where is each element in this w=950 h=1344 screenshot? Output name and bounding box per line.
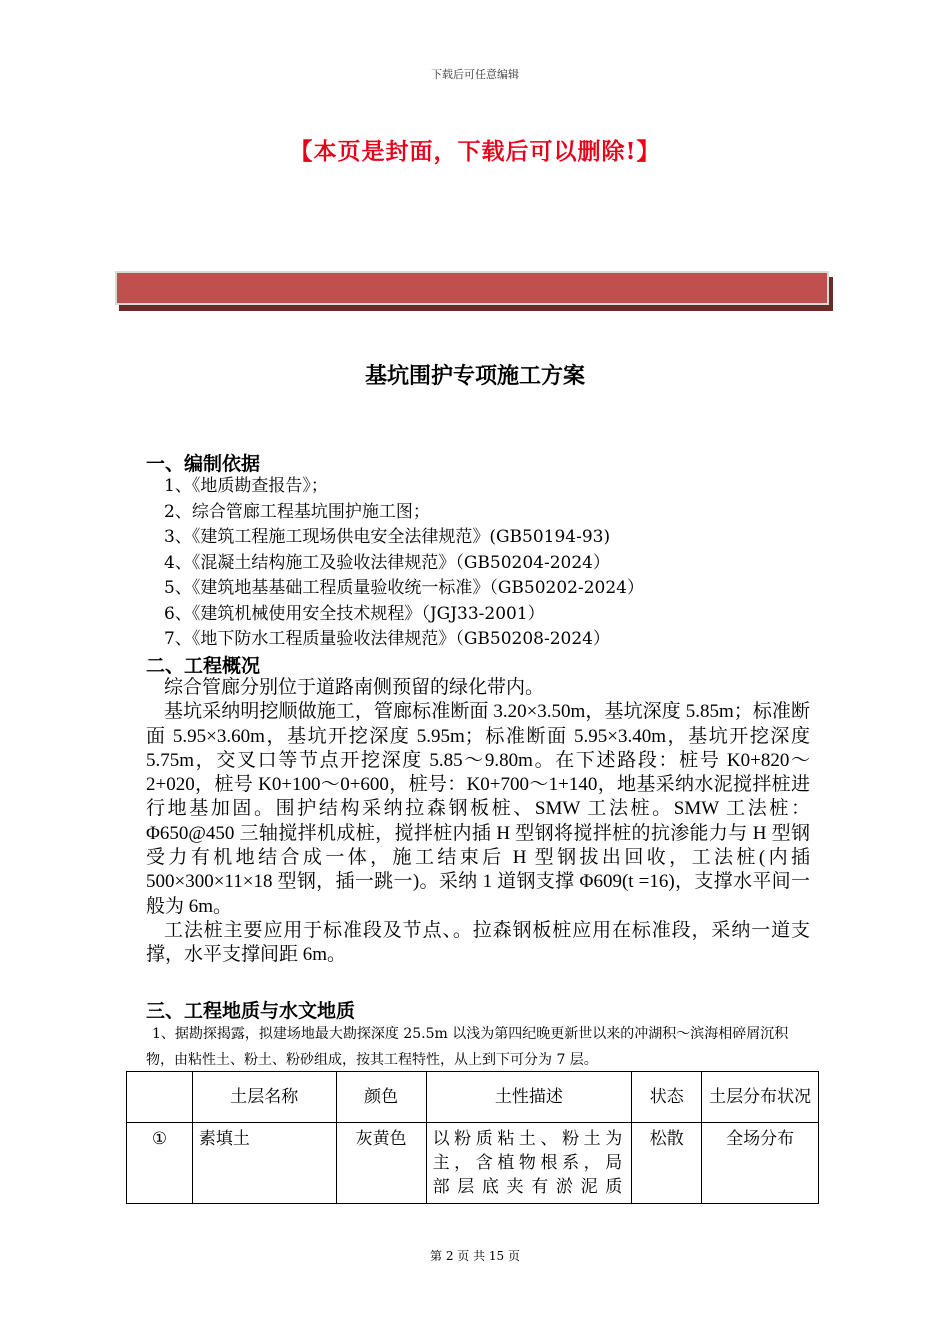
section-heading-basis: 一、编制依据 [146,453,261,475]
reference-item: 2、综合管廊工程基坑围护施工图； [164,501,430,522]
page-header: 下载后可任意编辑 [431,68,519,81]
table-header-row [127,1072,819,1123]
table-header-cell: 状态 [632,1072,702,1123]
overview-paragraph: 综合管廊分别位于道路南侧预留的绿化带内。 [164,677,545,698]
table-cell-color: 灰黄色 [336,1123,426,1204]
table-cell-layer-no: ① [127,1123,193,1204]
reference-list [164,474,644,653]
soil-layer-table [126,1071,819,1204]
table-header-cell [127,1072,193,1123]
geology-body [146,1021,810,1073]
table-header-cell: 颜色 [336,1072,426,1123]
table-header-cell: 土层分布状况 [702,1072,819,1123]
table-cell-distribution: 全场分布 [702,1123,819,1204]
cover-note: 【本页是封面，下载后可以删除!】 [289,138,661,165]
geology-paragraph: 1、据勘探揭露，拟建场地最大勘探深度 25.5m 以浅为第四纪晚更新世以来的冲湖积～滨海相碎屑沉积物，由粘性土、粉土、粉砂组成，按其工程特性，从上到下可分为 7 层。 [146,1026,789,1068]
reference-item: 6、《建筑机械使用安全技术规程》（JGJ33-2001） [164,603,545,624]
section-heading-overview: 二、工程概况 [146,655,261,677]
title-band [115,271,833,311]
table-cell-name: 素填土 [192,1123,336,1204]
table-cell-state: 松散 [632,1123,702,1204]
overview-paragraph: 基坑采纳明挖顺做施工，管廊标准断面 3.20×3.50m，基坑深度 5.85m；标准断面 5.95×3.60m，基坑开挖深度 5.95m；标准断面 5.95×3.40m，基坑开挖深度 5.75m，交叉口等节点开挖深度 5.85～9.80m。在下述路段：桩号 K0+820～2+020，桩号 K0+100～0+600，桩号：K0+700～1+140，地基采纳水泥搅拌桩进行地基加固。围护结构采纳拉森钢板桩、SMW 工法桩。SMW 工法桩：Φ650@450 三轴搅拌机成桩，搅拌桩内插 H 型钢将搅拌桩的抗渗能力与 H 型钢受力有机地结合成一体，施工结束后 H 型钢拔出回收，工法桩(内插 500×300×11×18 型钢，插一跳一)。采纳 1 道钢支撑 Φ609(t =16)，支撑水平间一般为 6m。 [146,701,810,917]
table-cell-description: 以粉质粘土、粉土为主，含植物根系，局部层底夹有淤泥质 [426,1123,632,1204]
reference-item: 4、《混凝土结构施工及验收法律规范》（GB50204-2024） [164,552,610,573]
reference-item: 7、《地下防水工程质量验收法律规范》（GB50208-2024） [164,629,610,649]
page-footer: 第 2 页 共 15 页 [430,1249,520,1263]
table-header-cell: 土层名称 [192,1072,336,1123]
table-row [127,1123,819,1204]
table-header-cell: 土性描述 [426,1072,632,1123]
reference-item: 3、《建筑工程施工现场供电安全法律规范》(GB50194-93) [164,527,611,547]
reference-item: 1、《地质勘查报告》； [164,476,328,496]
document-title: 基坑围护专项施工方案 [364,364,585,389]
reference-item: 5、《建筑地基基础工程质量验收统一标准》（GB50202-2024） [164,578,644,598]
overview-paragraph: 工法桩主要应用于标准段及节点、。拉森钢板桩应用在标准段，采纳一道支撑，水平支撑间距 6m。 [146,919,810,966]
title-band-bar [115,271,829,305]
section-heading-geology: 三、工程地质与水文地质 [146,1000,356,1022]
overview-body [146,676,810,968]
